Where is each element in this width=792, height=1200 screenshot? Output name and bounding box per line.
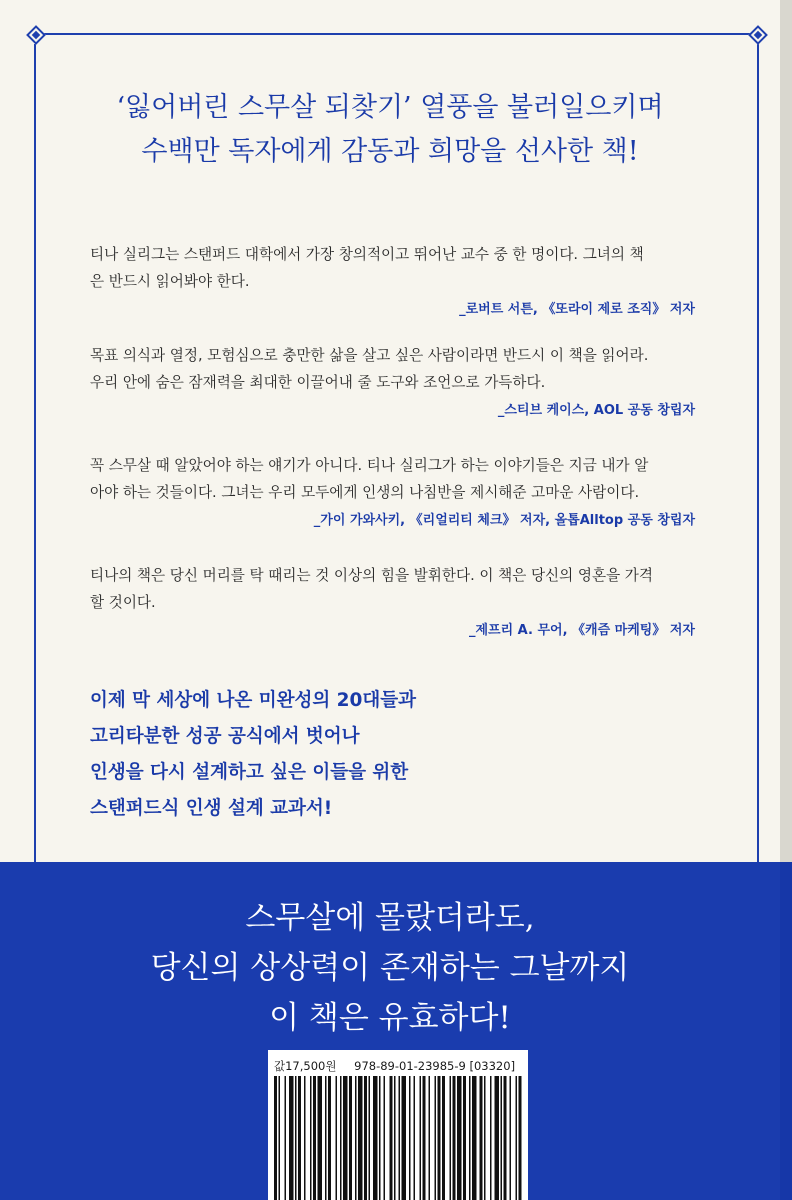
barcode-bar <box>384 1076 386 1200</box>
barcode-bar <box>463 1076 466 1200</box>
barcode-icon <box>274 1076 522 1200</box>
barcode-bar <box>295 1076 297 1200</box>
barcode-bar <box>504 1076 507 1200</box>
band-line: 당신의 상상력이 존재하는 그날까지 <box>150 950 630 986</box>
barcode-bar <box>519 1076 522 1200</box>
barcode-bar <box>472 1076 477 1200</box>
headline-line: ‘잃어버린 스무살 되찾기’ 열풍을 불러일으키며 <box>116 92 664 123</box>
review-text: 티나의 책은 당신 머리를 탁 때리는 것 이상의 힘을 발휘한다. 이 책은 당신의 영혼을 가격 할 것이다. <box>90 567 654 611</box>
band-line: 스무살에 몰랐더라도, <box>245 900 535 936</box>
barcode-bar <box>510 1076 512 1200</box>
barcode-panel <box>268 1050 528 1200</box>
headline-line: 수백만 독자에게 감동과 희망을 선사한 책! <box>141 136 639 167</box>
band-line: 이 책은 유효하다! <box>269 1000 511 1036</box>
barcode-bar <box>501 1076 503 1200</box>
tagline <box>90 683 650 827</box>
review-attribution: _제프리 A. 무어, 《캐즘 마케팅》 저자 <box>468 623 695 638</box>
barcode-bar <box>394 1076 396 1200</box>
review-1 <box>90 241 695 317</box>
barcode-bar <box>373 1076 378 1200</box>
barcode-bar <box>480 1076 483 1200</box>
tagline-line: 이제 막 세상에 나온 미완성의 20대들과 <box>90 690 417 711</box>
barcode-bar <box>435 1076 437 1200</box>
barcode-bar <box>313 1076 316 1200</box>
barcode-bar <box>469 1076 471 1200</box>
barcode-bar <box>495 1076 500 1200</box>
barcode-bar <box>343 1076 348 1200</box>
barcode-bar <box>423 1076 426 1200</box>
barcode-bar <box>289 1076 294 1200</box>
barcode-bar <box>304 1076 306 1200</box>
review-attribution: _가이 가와사키, 《리얼리티 체크》 저자, 올톱Alltop 공동 창립자 <box>313 513 695 528</box>
tagline-line: 고리타분한 성공 공식에서 벗어나 <box>90 726 360 747</box>
barcode-bar <box>364 1076 367 1200</box>
barcode-bar <box>457 1076 462 1200</box>
barcode-bar <box>484 1076 486 1200</box>
barcode-bar <box>274 1076 277 1200</box>
barcode-bar <box>438 1076 441 1200</box>
barcode-bar <box>325 1076 327 1200</box>
barcode-bar <box>453 1076 456 1200</box>
barcode-bar <box>285 1076 287 1200</box>
barcode-bar <box>318 1076 323 1200</box>
tagline-line: 인생을 다시 설계하고 싶은 이들을 위한 <box>90 762 409 783</box>
book-edge-band <box>780 862 792 1200</box>
barcode-bar <box>349 1076 352 1200</box>
review-text: 목표 의식과 열정, 모험심으로 충만한 삶을 살고 싶은 사람이라면 반드시 이 책을 읽어라. 우리 안에 숨은 잠재력을 최대한 이끌어내 줄 도구와 조언으로 가득하다. <box>90 347 649 391</box>
barcode-bar <box>310 1076 312 1200</box>
barcode-bar <box>450 1076 452 1200</box>
barcode-bar <box>516 1076 518 1200</box>
barcode-bar <box>379 1076 381 1200</box>
review-text: 티나 실리그는 스탠퍼드 대학에서 가장 창의적이고 뛰어난 교수 중 한 명이다. 그녀의 책 은 반드시 읽어봐야 한다. <box>90 246 644 290</box>
review-attribution: _로버트 서튼, 《또라이 제로 조직》 저자 <box>459 302 695 317</box>
barcode-bar <box>279 1076 281 1200</box>
price-isbn-line <box>274 1058 524 1074</box>
barcode-bar <box>358 1076 363 1200</box>
review-attribution: _스티브 케이스, AOL 공동 창립자 <box>497 403 695 418</box>
barcode-bar <box>490 1076 492 1200</box>
barcode-bar <box>336 1076 338 1200</box>
tagline-line: 스탠퍼드식 인생 설계 교과서! <box>90 798 333 819</box>
barcode-bar <box>298 1076 301 1200</box>
barcode-bar <box>442 1076 445 1200</box>
headline <box>60 86 720 174</box>
barcode-bar <box>328 1076 331 1200</box>
review-2 <box>90 342 695 418</box>
barcode-bar <box>340 1076 342 1200</box>
review-text: 꼭 스무살 때 알았어야 하는 얘기가 아니다. 티나 실리그가 하는 이야기들은 지금 내가 알 아야 하는 것들이다. 그녀는 우리 모두에게 인생의 나침반을 제시해준 고마운 사람이다. <box>90 457 649 501</box>
barcode-bar <box>390 1076 393 1200</box>
price-label: 값17,500원 <box>274 1059 337 1073</box>
barcode-bar <box>399 1076 401 1200</box>
band-slogan <box>60 893 720 1043</box>
barcode-bar <box>355 1076 357 1200</box>
barcode-bar <box>429 1076 431 1200</box>
review-4 <box>90 562 695 638</box>
barcode-bar <box>414 1076 416 1200</box>
barcode-bar <box>420 1076 422 1200</box>
barcode-bar <box>409 1076 411 1200</box>
barcode-bar <box>369 1076 371 1200</box>
barcode-bar <box>402 1076 407 1200</box>
isbn-label: 978-89-01-23985-9 [03320] <box>354 1059 516 1073</box>
review-3 <box>90 452 695 528</box>
